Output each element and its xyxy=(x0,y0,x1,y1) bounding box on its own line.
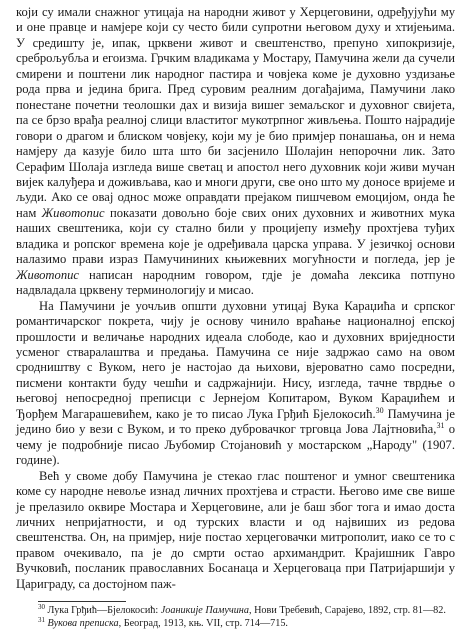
paragraph xyxy=(16,299,455,469)
text-run: који су имали снажног утицаја на народни живот у Херцеговини, одређујући му и оне правце и намјере који су често били супротни његовом духу и хтијењима. У средишту је, ипак, црквени живот и свештенство, препуно хипокризије, среброљубља и егоизма. Грчким владикама у Мостару, Памучина жели да сучели смирени и поштени лик народног пастира и човјека коме је духовно уздизање рода прва и једина брига. Пред суровим реалним догађајима, Памучини лако понестане почетни теолошки дах и визија вишег земаљског и духовног свијета, па се брзо врађа реалној слици властитог мукотрпног живљења. Поштo најрадије говори о драгом и блиском човјеку, који му је био примјер понашања, он и нема намјеру да казује било шта што би засјенило Шолајин непорочни лик. Зато Серафим Шолаја изгледа више светац и апостол него духовник који живи мучан вијек калуђера и доживљава, као и многи други, све оно што му доносе вријеме и људи. Ако се овај однос може оправдати прејаком пишчевом емоцијом, онда ће нам xyxy=(16,5,455,220)
footnotes xyxy=(16,605,455,630)
text-run: показати довољно боје свих оних духовних и животних мука наших свештеника, који су стално били у процијепу између прохтјева туђих владика и ропског времена које је одређивала царска управа. У језичкој основи налазимо прави израз Памучининих књижевних могућности и погледа, јер је xyxy=(16,205,455,267)
body-text xyxy=(16,5,455,592)
text-run: Лука Грђић—Бјелокосић: xyxy=(45,605,161,617)
text-run: , Нови Требевић, Сарајево, 1892, стр. 81—82. xyxy=(248,605,446,617)
footnote-number: 30 xyxy=(38,603,45,612)
text-run: Већ у своме добу Памучина је стекао глас поштеног и умног свештеника коме су народне невоље изнад личних прохтјева и страсти. Његово име све више је прелазило оквире Мостара и Херцеговине, али је баш због тога и имао доста личних непријатности, и од турских власти и од највиших из редова свештенства. Он, на примјер, није постао херцеговачки митрополит, иако се то с правом очекивало, па је до смрти остао архимандрит. Крајишник Гаврo Вучковић, посланик православних Босанаца и Херцеговаца при Патријаршији у Цариграду, са достојном паж- xyxy=(16,468,455,591)
footnote xyxy=(16,605,455,618)
text-run: о чему је подробније писао Љубомир Стојановић у мостарском „Народу" (1907. године). xyxy=(16,422,455,468)
text-run: Памучина је једино био у вези с Вуком, и то преко дубровачког трговца Јова Лајтновића, xyxy=(16,406,455,437)
paragraph xyxy=(16,5,455,299)
text-run: написан народним говором, гдје је домаћа лексика потпуно надвладала црквену терминологију и мисао. xyxy=(16,267,455,298)
text-run: , Београд, 1913, књ. VII, стр. 714—715. xyxy=(118,617,288,629)
italic-title: Животопис xyxy=(16,267,80,282)
footnote-separator xyxy=(38,601,126,602)
footnote-ref: 31 xyxy=(436,421,445,431)
footnote-number: 31 xyxy=(38,615,45,624)
italic-title: Јоаникије Памучина xyxy=(160,605,249,617)
footnote xyxy=(16,615,455,630)
document-page xyxy=(16,5,455,630)
paragraph xyxy=(16,469,455,593)
italic-title: Животопис xyxy=(41,205,105,220)
footnote-ref: 30 xyxy=(375,405,384,415)
italic-title: Вукова преписка xyxy=(47,617,119,629)
text-run: На Памучини је уочљив општи духовни утицај Вука Караџића и српског романтичарског покрета, чију је основу чинило враћање националној епској прошлости и величање народних идеала слободе, као и духовних вриједности усменог стваралаштва и предања. Памучина се није задржао само на овом сродништву с Вуком, него је настојао да њихови, вјероватно само посредни, писмени контакти буду чешћи и садржајнији. Нису, изгледа, тачне тврдње о његовој непосредној преписци с Јернејом Копитаром, Вуком Караџићем и Ђорђем Магарашевићем, како је то писао Лука Грђић Бјелокосић. xyxy=(16,298,455,421)
